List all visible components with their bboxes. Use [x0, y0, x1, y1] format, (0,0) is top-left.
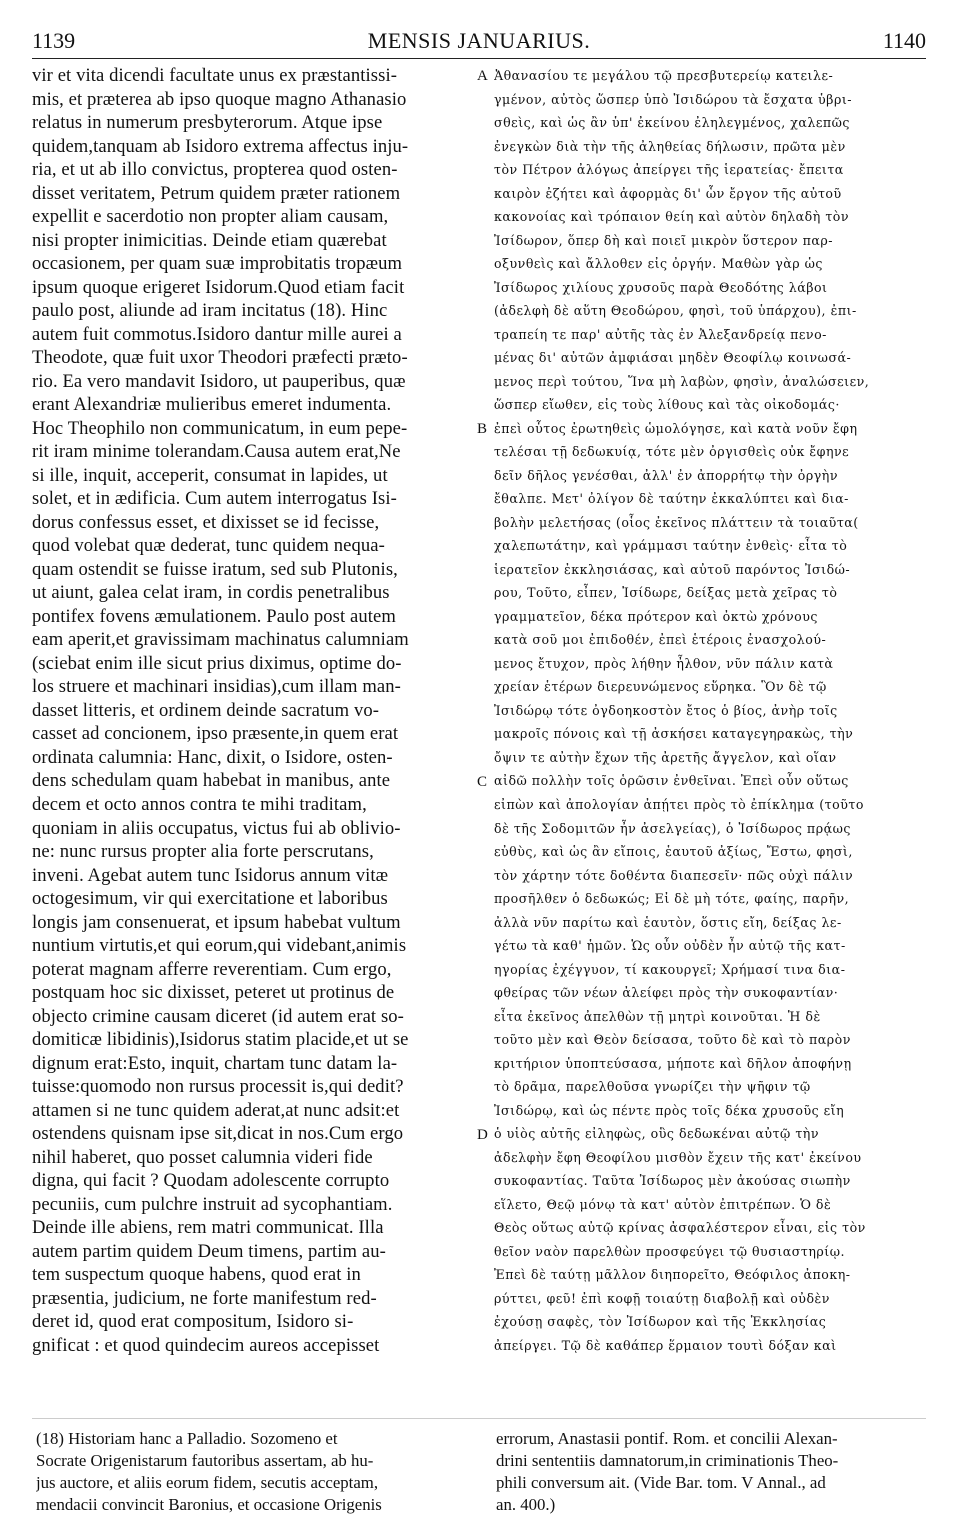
latin-text-line: disset veritatem, Petrum quidem præter rationem	[32, 182, 401, 204]
greek-text-line: εἵλετο, Θεῷ μόνῳ τὰ κατ' αὐτὸν ἐπιτρέπων. Ὁ δὲ	[494, 1196, 832, 1212]
greek-text-line: ὥσπερ εἴωθεν, εἰς τοὺς λίθους καὶ τὰς οἰκοδομάς·	[494, 397, 840, 413]
page-number-left: 1139	[32, 28, 76, 53]
running-title: MENSIS JANUARIUS.	[367, 28, 591, 53]
greek-text-line: μενος ἔτυχον, πρὸς λήθην ἦλθον, νῦν πάλιν κατὰ	[494, 655, 834, 671]
margin-marker-c: C	[477, 774, 488, 790]
page-number-right: 1140	[882, 28, 926, 53]
latin-text-line: domiticæ libidinis),Isidorus statim placide,et ut se	[32, 1029, 409, 1051]
latin-text-line: eam aperit,et gravissimam machinatus calumniam	[32, 629, 409, 651]
latin-text-line: Hoc Theophilo non communicatum, in eum pepe-	[32, 417, 408, 439]
latin-text-line: occasionem, per quam suæ improbitatis tropæum	[32, 253, 403, 275]
latin-text-line: rit iram minime tolerandam.Causa autem erat,Ne	[32, 441, 401, 463]
latin-text-line: longis jam consenuerat, et ipsum habebat vultum	[32, 911, 401, 933]
latin-text-line: expellit e sacerdotio non propter aliam causam,	[32, 206, 389, 228]
greek-text-line: τελέσαι τῇ δεδωκυίᾳ, τότε μὲν ὀργισθεὶς οὐκ ἔφηνε	[494, 444, 850, 460]
greek-text-line: γέτω τὰ καθ' ἡμῶν. Ὡς οὖν οὐδὲν ἦν αὐτῷ τῆς κατ-	[494, 938, 846, 954]
greek-text-line: Ἰσίδωρον, ὅπερ δὴ καὶ ποιεῖ μικρὸν ὕστερον παρ-	[494, 232, 834, 248]
latin-text-line: Deinde ille abiens, rem matri communicat. Illa	[32, 1217, 384, 1239]
footnote-line: drini sententiis damnatorum,in criminationis Theo-	[496, 1451, 839, 1470]
greek-text-line: τὸν χάρτην τότε δοθέντα διαπεσεῖν· πῶς οὐχὶ πάλιν	[494, 867, 854, 883]
latin-text-line: objecto crimine causam diceret (id autem erat so-	[32, 1005, 404, 1027]
footnote-line: an. 400.)	[496, 1495, 556, 1514]
latin-text-line: poterat magnam afferre reverentiam. Cum ergo,	[32, 958, 392, 980]
latin-text-line: nuntium virtutis,et qui eorum,qui videbant,animis	[32, 935, 407, 957]
greek-text-line: καιρὸν ἐζήτει καὶ ἀφορμὰς δι' ὧν ἔργον τῆς αὐτοῦ	[494, 185, 842, 201]
greek-text-line: Ἀθανασίου τε μεγάλου τῷ πρεσβυτερείῳ κατειλε-	[494, 68, 834, 83]
latin-text-line: Theodote, quæ fuit uxor Theodori præfecti præto-	[32, 347, 408, 369]
greek-text-line: ἔθαλπε. Μετ' ὀλίγον δὲ ταύτην ἐκκαλύπτει καὶ δια-	[494, 491, 849, 507]
latin-text-line: gnificat : et quod quindecim aureos accepisset	[32, 1334, 380, 1356]
greek-text-line: τὸν Πέτρον ἀλόγως ἀπείργει τῆς ἱερατείας· ἔπειτα	[494, 162, 844, 178]
greek-text-line: τοῦτο μὲν καὶ Θεὸν δείσασα, τοῦτο δὲ καὶ τὸ παρὸν	[494, 1032, 851, 1048]
latin-text-line: autem partim quidem Deum timens, partim au-	[32, 1240, 386, 1262]
greek-text-line: εὐθὺς, καὶ ὡς ἂν εἴποις, ἑαυτοῦ ἀξίως, Ἔστω, φησὶ,	[494, 844, 853, 860]
greek-text-line: ἀπείργει. Τῷ δὲ καθάπερ ἕρμαιον τουτὶ δόξαν καὶ	[494, 1337, 837, 1353]
greek-text-line: χρείαν ἑτέρων διερευνώμενος εὕρηκα. Ὃν δὲ τῷ	[494, 679, 827, 695]
latin-text-line: dignum erat:Esto, inquit, chartam tunc datam la-	[32, 1052, 398, 1074]
greek-text-line: μένας δι' αὐτῶν ἀμφιάσαι μηδὲν Θεοφίλῳ κοινωσά-	[494, 350, 852, 366]
greek-text-line: Ἐπεὶ δὲ ταύτῃ μᾶλλον διηπορεῖτο, Θεόφιλος ἀποκη-	[494, 1267, 851, 1283]
footnote-line: (18) Historiam hanc a Palladio. Sozomeno et	[36, 1429, 338, 1448]
greek-text-line: βολὴν μελετήσας (οἷος ἐκεῖνος πλάττειν τὰ τοιαῦτα(	[494, 514, 859, 530]
greek-text-line: ηγορίας ἐχέγγυον, τί κακουργεῖ; Χρήμασί τινα δια-	[494, 961, 846, 977]
greek-text-line: τὸ δρᾶμα, παρελθοῦσα γνωρίζει τὴν ψῆφιν τῷ	[494, 1079, 811, 1095]
latin-text-line: ipsum quoque erigeret Isidorum.Quod etiam facit	[32, 276, 405, 298]
latin-text-line: tem suspectum quoque habens, quod erat in	[32, 1264, 361, 1286]
greek-text-line: φθείρας τῶν νέων ἀλείφει πρὸς τὴν συκοφαντίαν·	[494, 985, 839, 1001]
latin-text-line: rio. Ea vero mandavit Isidoro, ut pauperibus, quæ	[32, 370, 406, 392]
latin-text-line: ostendens quisnam ipse sit,dicat in nos.Cum ergo	[32, 1123, 404, 1145]
greek-text-line: συκοφαντίας. Ταῦτα Ἰσίδωρος μὲν ἀκούσας σιωπὴν	[494, 1173, 851, 1189]
latin-text-line: digna, qui facit ? Quodam adolescente corrupto	[32, 1170, 390, 1192]
greek-text-line: μακροῖς πόνοις καὶ τῇ ἀσκήσει καταγεγηρακὼς, τὴν	[494, 726, 854, 742]
greek-text-line: εἶτα ἐκεῖνος ἀπελθὼν τῇ μητρὶ κοινοῦται. Ἡ δὲ	[494, 1008, 821, 1024]
greek-text-line: κακονοίας καὶ τρόπαιον θείη καὶ αὐτὸν δηλαδὴ τὸν	[494, 209, 850, 225]
greek-text-line: Ἰσίδωρος χιλίους χρυσοῦς παρὰ Θεοδότης λάβοι	[494, 279, 828, 295]
latin-text-line: pontifex fovens æmulationem. Paulo post autem	[32, 605, 396, 627]
latin-text-line: mis, et præterea ab ipso quoque magno Athanasio	[32, 88, 407, 110]
latin-text-line: erant Alexandriæ mulieribus emeret indumenta.	[32, 394, 392, 416]
greek-text-line: αἰδῶ πολλὴν τοῖς ὁρῶσιν ἐνθεῖναι. Ἐπεὶ οὖν οὕτως	[494, 773, 849, 789]
greek-text-line: ὁ υἱὸς αὐτῆς εἰληφὼς, οὓς δεδωκέναι αὐτῷ τὴν	[494, 1126, 820, 1142]
latin-text-line: deret id, quod erat compositum, Isidoro si-	[32, 1311, 354, 1333]
latin-text-line: nihil haberet, quo posset calumnia videri fide	[32, 1146, 373, 1168]
greek-text-line: ἀλλὰ νῦν παρίτω καὶ ἑαυτὸν, ὅστις εἴη, δείξας λε-	[494, 914, 842, 930]
footnote-right	[496, 1428, 926, 1516]
footnote-line: jus auctore, et aliis eorum fidem, secutis acceptam,	[36, 1473, 379, 1492]
latin-text-line: paulo post, aliunde ad iram incitatus (18). Hinc	[32, 300, 388, 322]
greek-text-line: ὄψιν τε αὐτὴν ἔχων τῆς ἀρετῆς ἄγγελον, καὶ οἵαν	[494, 749, 837, 765]
latin-text-line: relatus in numerum presbyterorum. Atque ipse	[32, 112, 383, 134]
greek-text-line: εἰπὼν καὶ ἀπολογίαν ἀπῄτει πρὸς τὸ ἐπίκλημα (τοῦτο	[494, 796, 864, 812]
header-rule	[32, 58, 926, 59]
latin-text-line: dasset litteris, et ordinem deinde sacratum vo-	[32, 699, 380, 721]
latin-text-line: pecuniis, cum pulchre instruit ad sycophantiam.	[32, 1193, 393, 1215]
margin-marker-a: A	[477, 68, 488, 84]
greek-text-line: ἐχούσῃ σαφὲς, τὸν Ἰσίδωρον καὶ τῆς Ἐκκλησίας	[494, 1314, 827, 1330]
margin-marker-b: B	[477, 421, 488, 437]
latin-text-line: quoniam in aliis occupatus, victus fui ab oblivio-	[32, 817, 401, 839]
latin-text-line: vir et vita dicendi facultate unus ex præstantissi-	[32, 65, 397, 86]
latin-text-line: ordinata calumnia: Hanc, dixit, o Isidore, osten-	[32, 746, 393, 768]
greek-text-line: γμένον, αὐτὸς ὥσπερ ὑπὸ Ἰσιδώρου τὰ ἔσχατα ὑβρι-	[494, 91, 853, 107]
greek-text-line: Ἰσιδώρῳ τότε ὀγδοηκοστὸν ἔτος ὁ βίος, ἀνὴρ τοῖς	[494, 702, 838, 718]
latin-text-line: ria, et ut ab illo convictus, propterea quod osten-	[32, 159, 398, 181]
greek-text-line: γραμματεῖον, δέκα πρότερον καὶ ὀκτὼ χρόνους	[494, 608, 818, 624]
greek-text-line: δεῖν δῆλος γενέσθαι, ἀλλ' ἐν ἀπορρήτῳ τὴν ὀργὴν	[494, 467, 839, 483]
latin-text-line: ne: nunc rursus propter alia forte perscrutans,	[32, 841, 374, 863]
footnote-line: mendacii convincit Baronius, et occasione Origenis	[36, 1495, 382, 1514]
footnote-left	[36, 1428, 476, 1516]
footnote-rule	[32, 1418, 926, 1419]
latin-text-line: quidem,tanquam ab Isidoro extrema affectus inju-	[32, 135, 409, 157]
greek-text-line: ρου, Τοῦτο, εἶπεν, Ἰσίδωρε, δείξας μετὰ χεῖρας τὸ	[494, 585, 838, 601]
latin-text-line: quam ostendit se fuisse iratum, sed sub Plutonis,	[32, 558, 398, 580]
latin-text-line: inveni. Agebat autem tunc Isidorus annum vitæ	[32, 864, 389, 886]
greek-text-line: θεῖον ναὸν παρελθὼν προσφεύγει τῷ θυσιαστηρίῳ.	[494, 1243, 845, 1259]
latin-text-line: nisi propter inimicitias. Deinde etiam quærebat	[32, 229, 387, 251]
latin-text-line: solet, et in ædificia. Cum autem interrogatus Isi-	[32, 488, 397, 510]
latin-text-line: autem fuit commotus.Isidoro dantur mille aurei a	[32, 323, 402, 345]
greek-text-line: δὲ τῆς Σοδομιτῶν ἦν ἀσελγείας), ὁ Ἰσίδωρος πρᾴως	[494, 820, 851, 836]
greek-text-line: προσῆλθεν ὁ δεδωκώς; Εἰ δὲ μὴ τότε, φαίης, παρῆν,	[494, 891, 850, 907]
margin-marker-d: D	[477, 1127, 488, 1143]
latin-text-line: ut aiunt, galea celat iram, in cordis penetralibus	[32, 582, 390, 604]
latin-text-line: si ille, inquit, acceperit, consumat in lapides, ut	[32, 464, 388, 486]
greek-text-line: Θεὸς οὕτως αὐτῷ κρίνας ἀσφαλέστερον εἶναι, εἰς τὸν	[494, 1220, 866, 1236]
greek-text-line: χαλεπωτάτην, καὶ γράμμασι ταύτην ἐνθεὶς· εἶτα τὸ	[494, 538, 848, 554]
latin-text-line: tuisse:quomodo non rursus processit is,qui dedit?	[32, 1076, 404, 1098]
greek-column	[494, 64, 926, 1357]
latin-text-line: attamen si ne tunc quidem aderat,at nunc adsit:et	[32, 1099, 400, 1121]
latin-text-line: dorus confessus esset, et dixisset se id fecisse,	[32, 511, 380, 533]
latin-text-line: postquam hoc sic dixisset, peteret ut protinus de	[32, 982, 395, 1004]
greek-text-line: σθεὶς, καὶ ὡς ἂν ὑπ' ἐκείνου ἐληλεγμένος, χαλεπῶς	[494, 115, 850, 131]
greek-text-line: ἐπεὶ οὗτος ἐρωτηθεὶς ὡμολόγησε, καὶ κατὰ νοῦν ἔφη	[494, 420, 858, 436]
greek-text-line: μενος περὶ τούτου, Ἵνα μὴ λαβὼν, φησὶν, ἀναλώσειεν,	[494, 373, 870, 389]
greek-text-line: ἐνεγκὼν διὰ τὴν τῆς ἀληθείας δήλωσιν, πρῶτα μὲν	[494, 138, 846, 154]
latin-text-line: casset ad concionem, ipso præsente,in quem erat	[32, 723, 399, 745]
greek-text-line: οξυνθεὶς καὶ ἄλλοθεν εἰς ὀργήν. Μαθὼν γὰρ ὡς	[494, 256, 823, 272]
greek-text-line: (ἀδελφὴ δὲ αὕτη Θεοδώρου, φησὶ, τοῦ ὑπάρχου), ἐπι-	[494, 303, 857, 319]
latin-text-line: (sciebat enim ille sicut prius diximus, optime do-	[32, 652, 402, 674]
latin-text-line: dens schedulam quam habebat in manibus, ante	[32, 770, 391, 792]
greek-text-line: ἱερατεῖον ἐκκλησιάσας, καὶ αὐτοῦ παρόντος Ἰσιδώ-	[494, 561, 851, 577]
greek-text-line: τραπείη τε παρ' αὐτῆς τὰς ἐν Ἀλεξανδρείᾳ πενο-	[494, 326, 827, 342]
latin-text-line: quod volebat quæ dederat, tunc quidem nequa-	[32, 535, 385, 557]
latin-text-line: octogesimum, vir qui exercitatione et laboribus	[32, 888, 388, 910]
greek-text-line: ρύττει, φεῦ! ἐπὶ κοφῇ τοιαύτῃ διαβολῇ καὶ οὐδὲν	[494, 1290, 830, 1306]
latin-text-line: præsentia, judicium, ne forte manifestum red-	[32, 1287, 377, 1309]
latin-text-line: decem et octo annos contra te mihi traditam,	[32, 793, 367, 815]
footnote-line: phili conversum ait. (Vide Bar. tom. V Annal., ad	[496, 1473, 826, 1492]
greek-text-line: κριτήριον ὑποπτεύσασα, μήποτε καὶ δῆλον ἀποφήνῃ	[494, 1055, 852, 1071]
page-header	[32, 28, 926, 60]
greek-text-line: ἀδελφὴν ἔφη Θεοφίλου μισθὸν ἔχειν τῆς κατ' ἐκείνου	[494, 1149, 862, 1165]
footnote-line: Socrate Origenistarum fautoribus assertam, ab hu-	[36, 1451, 374, 1470]
greek-text-line: κατὰ σοῦ μοι ἐπιδοθέν, ἐπεὶ ἑτέροις ἐνασχολού-	[494, 632, 827, 648]
footnote-line: errorum, Anastasii pontif. Rom. et concilii Alexan-	[496, 1429, 838, 1448]
latin-text-line: los struere et machinari insidias),cum illam man-	[32, 676, 401, 698]
latin-column	[32, 64, 474, 1357]
greek-text-line: Ἰσιδώρῳ, καὶ ὡς πέντε πρὸς τοῖς δέκα χρυσοῦς εἴη	[494, 1102, 845, 1118]
